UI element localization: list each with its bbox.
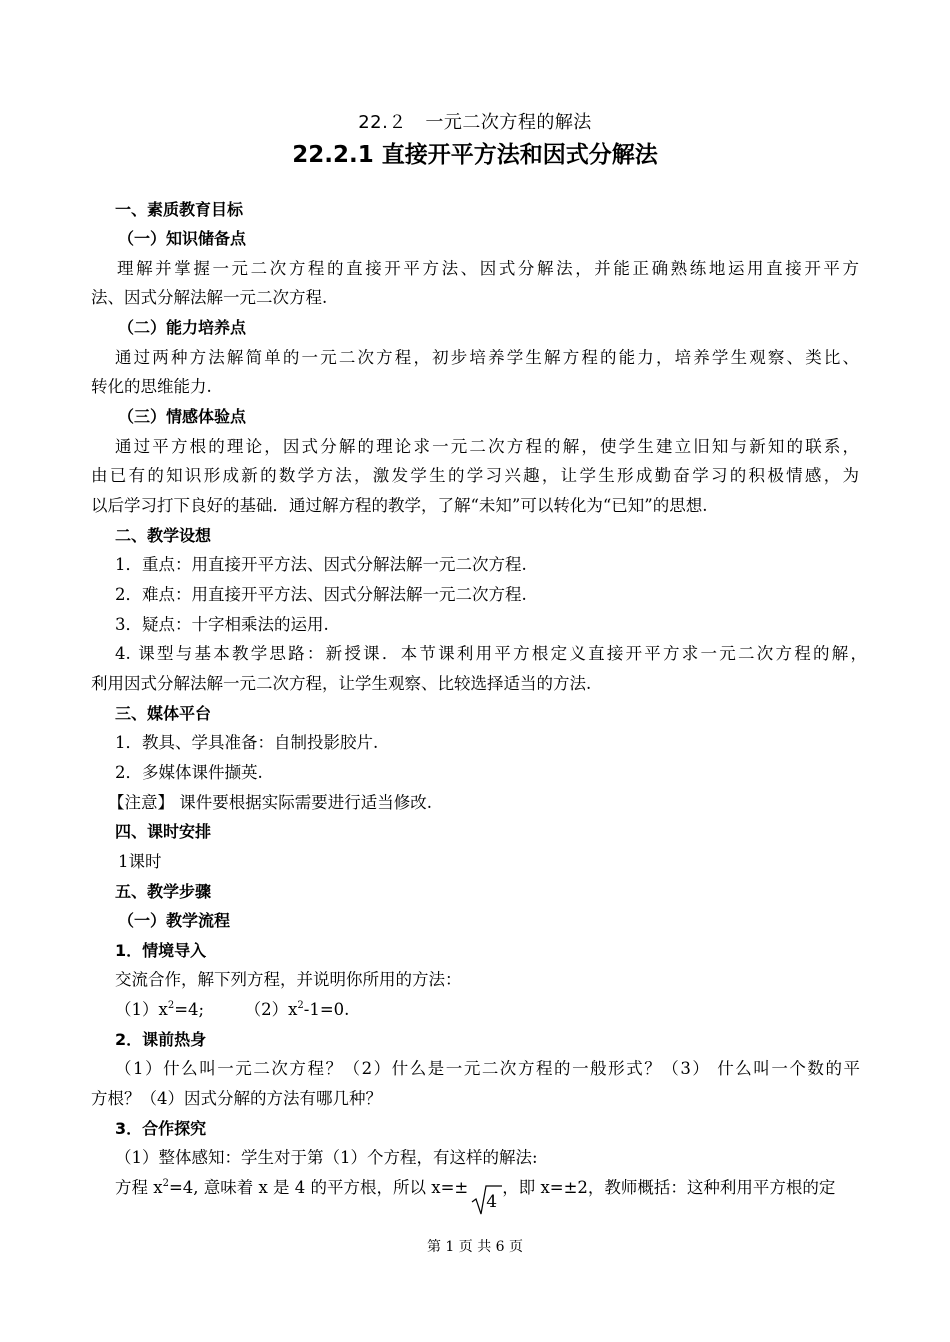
plan-item-2: 2．难点：用直接开平方法、因式分解法解一元二次方程. — [115, 585, 527, 604]
heading-intro: 1．情境导入 — [115, 941, 207, 960]
heading-schedule: 四、课时安排 — [115, 822, 212, 841]
plan-item-4a: 4. 课型与基本教学思路：新授课．本节课利用平方根定义直接开平方求一元二次方程的解， — [115, 644, 867, 663]
square-root-symbol: 4 — [468, 1178, 502, 1198]
equation-1: $(1)x^2=4$; — [115, 1000, 205, 1019]
paragraph-emotion-2: 由已有的知识形成新的数学方法，激发学生的学习兴趣，让学生形成勤奋学习的积极情感，为 — [91, 466, 859, 485]
section-heading: 22.２ 一元二次方程的解法 — [358, 112, 592, 133]
heading-media: 三、媒体平台 — [115, 704, 212, 723]
heading-flow: （一）教学流程 — [118, 911, 231, 930]
media-item-1: 1．教具、学具准备：自制投影胶片. — [115, 733, 379, 752]
heading-goals: 一、素质教育目标 — [115, 200, 244, 219]
heading-steps: 五、教学步骤 — [115, 882, 212, 901]
paragraph-ability-2: 转化的思维能力. — [91, 377, 212, 396]
paragraph-emotion-1: 通过平方根的理论，因式分解的理论求一元二次方程的解，使学生建立旧知与新知的联系， — [115, 437, 859, 456]
plan-item-3: 3．疑点：十字相乘法的运用. — [115, 615, 329, 634]
page-footer: 第 1 页 共 6 页 — [426, 1239, 524, 1255]
equation-2: $(2)x^2-1=0$. — [244, 1000, 350, 1019]
heading-knowledge: （一）知识储备点 — [118, 229, 247, 248]
warmup-paragraph-1: （1）什么叫一元二次方程？（2）什么是一元二次方程的一般形式？（3） 什么叫一个数的平 — [115, 1059, 860, 1078]
paragraph-knowledge-2: 法、因式分解法解一元二次方程. — [91, 288, 328, 307]
media-item-2: 2．多媒体课件撷英. — [115, 763, 263, 782]
media-note: 【注意】 课件要根据实际需要进行适当修改. — [108, 793, 432, 812]
plan-item-4b: 利用因式分解法解一元二次方程，让学生观察、比较选择适当的方法. — [91, 674, 592, 693]
intro-paragraph: 交流合作，解下列方程，并说明你所用的方法： — [115, 970, 462, 989]
paragraph-ability-1: 通过两种方法解简单的一元二次方程，初步培养学生解方程的能力，培养学生观察、类比、 — [115, 348, 859, 367]
heading-emotion: （三）情感体验点 — [118, 407, 247, 426]
page-title: 22.2.1 直接开平方法和因式分解法 — [292, 142, 658, 168]
heading-explore: 3．合作探究 — [115, 1119, 207, 1138]
intro-equations — [115, 1000, 349, 1020]
paragraph-knowledge-1: 理解并掌握一元二次方程的直接开平方法、因式分解法，并能正确熟练地运用直接开平方 — [117, 259, 859, 278]
plan-item-1: 1．重点：用直接开平方法、因式分解法解一元二次方程. — [115, 555, 527, 574]
heading-ability: （二）能力培养点 — [118, 318, 247, 337]
heading-teaching-plan: 二、教学设想 — [115, 526, 212, 545]
heading-warmup: 2．课前热身 — [115, 1030, 207, 1049]
explore-paragraph-2: 方程 $x^2=4$, 意味着 x 是 4 的平方根，所以 x=± 4 ，即 x=±2，教师概括：这种利用平方根的定 — [115, 1178, 836, 1212]
schedule-item: 1课时 — [118, 852, 162, 871]
warmup-paragraph-2: 方根？（4）因式分解的方法有哪几种？ — [91, 1089, 382, 1108]
explore-paragraph-1: （1）整体感知：学生对于第（1）个方程，有这样的解法: — [115, 1148, 538, 1167]
paragraph-emotion-3: 以后学习打下良好的基础．通过解方程的教学，了解“未知”可以转化为“已知”的思想. — [91, 496, 708, 515]
